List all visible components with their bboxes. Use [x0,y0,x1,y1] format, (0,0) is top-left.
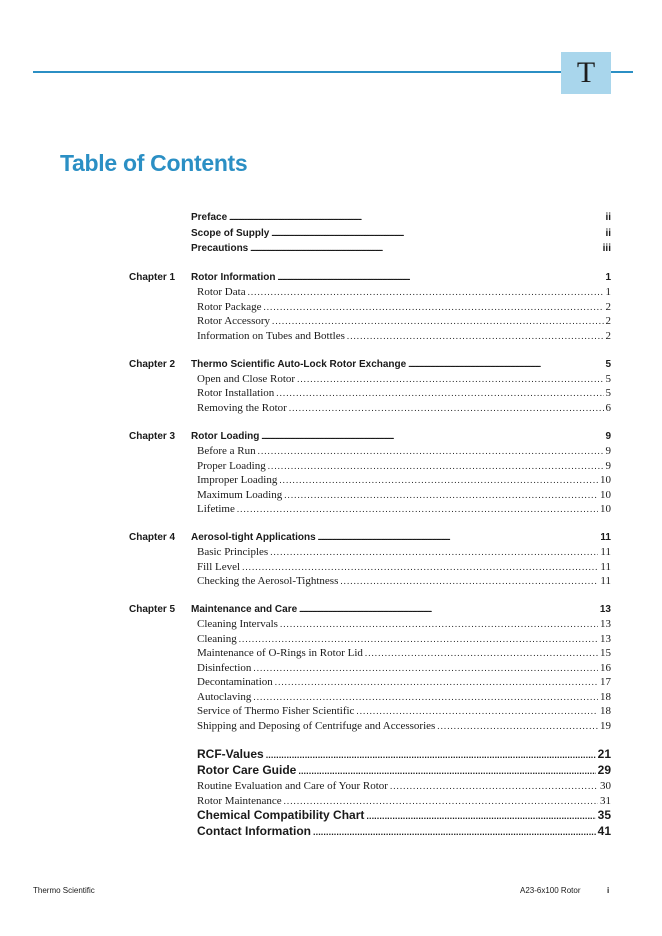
toc-entry-page: 10 [600,503,611,515]
toc-dot-leader [253,690,598,704]
toc-entry-page: 18 [600,705,611,717]
toc-entry-link[interactable] [197,300,611,314]
toc-row [0,617,662,632]
toc-entry-title: Proper Loading [197,460,266,472]
toc-entry-page: 11 [600,532,611,543]
toc-row [0,430,662,445]
toc-dot-leader [248,285,604,299]
toc-entry-title: Thermo Scientific Auto-Lock Rotor Exchange [191,359,407,370]
toc-row [0,632,662,647]
toc-row [0,401,662,416]
toc-chapter-label: Chapter 4 [129,532,176,543]
toc-dot-leader [347,329,604,343]
toc-chapter-label: Chapter 3 [129,431,176,442]
toc-row [0,372,662,387]
toc-entry-page: 5 [605,373,611,385]
footer-page-number: i [607,886,610,895]
toc-entry-page: 10 [600,474,611,486]
toc-dot-leader [299,604,598,618]
toc-entry-title: Maintenance and Care [191,604,298,615]
toc-row [0,285,662,300]
toc-dot-leader [266,748,596,762]
toc-row [0,459,662,474]
toc-entry-title: Rotor Data [197,286,246,298]
toc-row [0,808,662,823]
toc-entry-link[interactable] [191,271,611,286]
toc-entry-title: Shipping and Deposing of Centrifuge and Accessories [197,720,436,732]
toc-dot-leader [297,372,603,386]
toc-entry-title: Basic Principles [197,546,269,558]
toc-entry-title: Disinfection [197,662,252,674]
toc-row [0,690,662,705]
toc-entry-title: Precautions [191,243,249,254]
toc-row [0,719,662,734]
toc-entry-page: 35 [597,808,611,822]
toc-entry-title: Chemical Compatibility Chart [197,808,365,822]
toc-row [0,271,662,286]
toc-entry-link[interactable] [197,675,611,689]
toc-entry-page: 11 [600,561,611,573]
toc-entry-link[interactable] [197,704,611,718]
toc-entry-link[interactable] [197,444,611,458]
toc-entry-link[interactable] [191,211,611,226]
toc-row [0,560,662,575]
toc-row [0,675,662,690]
toc-entry-link[interactable] [197,794,611,808]
toc-chapter-label: Chapter 1 [129,272,176,283]
toc-row [0,444,662,459]
toc-entry-title: Preface [191,212,228,223]
toc-entry-link[interactable] [191,531,611,546]
toc-dot-leader [437,719,598,733]
toc-entry-page: ii [605,228,611,239]
toc-row [0,779,662,794]
toc-entry-page: 29 [597,763,611,777]
toc-entry-link[interactable] [197,285,611,299]
toc-entry-title: Rotor Loading [191,431,260,442]
toc-entry-link[interactable] [197,763,611,778]
toc-row [0,386,662,401]
toc-entry-link[interactable] [197,459,611,473]
toc-entry-page: 13 [600,618,611,630]
toc-entry-title: Open and Close Rotor [197,373,296,385]
toc-dot-leader [356,704,598,718]
toc-entry-link[interactable] [197,690,611,704]
toc-entry-title: Rotor Accessory [197,315,271,327]
toc-entry-title: Aerosol-tight Applications [191,532,316,543]
toc-entry-title: Improper Loading [197,474,278,486]
toc-entry-title: Decontamination [197,676,273,688]
toc-row [0,329,662,344]
toc-entry-link[interactable] [197,401,611,415]
toc-chapter-label: Chapter 2 [129,359,176,370]
toc-entry-page: 18 [600,691,611,703]
toc-row [0,574,662,589]
toc-entry-link[interactable] [197,502,611,516]
toc-entry-title: Fill Level [197,561,241,573]
toc-dot-leader [270,545,598,559]
toc-dot-leader [313,825,596,839]
toc-entry-title: Service of Thermo Fisher Scientific [197,705,355,717]
toc-row [0,242,662,257]
toc-entry-title: Rotor Information [191,272,276,283]
toc-row [0,502,662,517]
page-title: Table of Contents [60,150,248,176]
toc-entry-page: iii [602,243,611,254]
toc-entry-link[interactable] [197,574,611,588]
toc-dot-leader [253,661,598,675]
toc-entry-title: RCF-Values [197,747,264,761]
toc-entry-link[interactable] [191,603,611,618]
toc-entry-title: Maximum Loading [197,489,283,501]
toc-entry-link[interactable] [197,488,611,502]
toc-entry-title: Lifetime [197,503,235,515]
toc-dot-leader [277,272,603,286]
toc-dot-leader [276,386,603,400]
toc-entry-title: Cleaning [197,633,237,645]
toc-entry-title: Scope of Supply [191,228,270,239]
toc-entry-link[interactable] [191,358,611,373]
toc-entry-link[interactable] [197,473,611,487]
toc-entry-page: 10 [600,489,611,501]
toc-entry-page: 6 [605,402,611,414]
toc-entry-page: 5 [605,387,611,399]
toc-entry-link[interactable] [197,719,611,733]
toc-dot-leader [298,764,595,778]
toc-dot-leader [390,779,598,793]
toc-dot-leader [237,502,598,516]
toc-entry-page: 9 [605,460,611,472]
toc-entry-title: Before a Run [197,445,256,457]
section-tab-letter: T [576,56,596,89]
toc-entry-page: 9 [605,445,611,457]
toc-dot-leader [271,228,603,242]
toc-entry-page: 15 [600,647,611,659]
toc-entry-page: ii [605,212,611,223]
header-rule [33,71,633,73]
toc-entry-page: 2 [605,315,611,327]
footer-brand: Thermo Scientific [33,886,95,895]
toc-entry-title: Checking the Aerosol-Tightness [197,575,339,587]
toc-row [0,747,662,762]
toc-row [0,531,662,546]
toc-row [0,545,662,560]
toc-entry-page: 31 [600,795,611,807]
toc-entry-link[interactable] [197,560,611,574]
toc-dot-leader [284,488,598,502]
toc-dot-leader [275,675,598,689]
toc-dot-leader [318,532,599,546]
toc-entry-page: 19 [600,720,611,732]
toc-entry-page: 30 [600,780,611,792]
toc-dot-leader [340,574,598,588]
toc-entry-title: Rotor Package [197,301,262,313]
section-tab [561,52,611,94]
toc-entry-link[interactable] [197,808,611,823]
toc-entry-title: Routine Evaluation and Care of Your Rotor [197,780,388,792]
toc-entry-page: 17 [600,676,611,688]
toc-entry-title: Maintenance of O-Rings in Rotor Lid [197,647,363,659]
toc-dot-leader [272,314,603,328]
toc-entry-page: 9 [605,431,611,442]
toc-entry-link[interactable] [197,632,611,646]
toc-row [0,300,662,315]
toc-entry-link[interactable] [191,430,611,445]
toc-entry-page: 13 [599,604,611,615]
toc-dot-leader [242,560,598,574]
toc-entry-link[interactable] [197,661,611,675]
toc-entry-title: Autoclaving [197,691,252,703]
toc-entry-page: 11 [600,575,611,587]
toc-chapter-label: Chapter 5 [129,604,176,615]
toc-entry-page: 2 [605,301,611,313]
toc-dot-leader [289,401,604,415]
toc-entry-link[interactable] [197,646,611,660]
toc-entry-page: 11 [600,546,611,558]
toc-entry-link[interactable] [197,329,611,343]
toc-dot-leader [408,359,603,373]
toc-entry-link[interactable] [197,372,611,386]
toc-row [0,704,662,719]
toc-row [0,763,662,778]
toc-row [0,473,662,488]
toc-entry-page: 41 [597,824,611,838]
toc-row [0,488,662,503]
toc-entry-page: 5 [605,359,611,370]
toc-entry-link[interactable] [197,617,611,631]
toc-entry-page: 16 [600,662,611,674]
toc-dot-leader [258,444,604,458]
toc-entry-title: Contact Information [197,824,311,838]
toc-entry-link[interactable] [197,779,611,793]
toc-row [0,661,662,676]
toc-entry-title: Information on Tubes and Bottles [197,330,345,342]
toc-dot-leader [229,212,603,226]
toc-dot-leader [239,632,598,646]
toc-entry-page: 1 [605,272,611,283]
toc-row [0,824,662,839]
toc-dot-leader [280,617,598,631]
toc-entry-page: 13 [600,633,611,645]
toc-entry-link[interactable] [197,545,611,559]
toc-dot-leader [263,300,603,314]
toc-dot-leader [250,243,600,257]
toc-entry-link[interactable] [197,314,611,328]
toc-entry-link[interactable] [191,227,611,242]
toc-entry-title: Rotor Maintenance [197,795,282,807]
toc-entry-page: 2 [605,330,611,342]
toc-row [0,358,662,373]
toc-row [0,227,662,242]
toc-entry-link[interactable] [197,747,611,762]
toc-row [0,211,662,226]
toc-dot-leader [279,473,598,487]
toc-entry-title: Rotor Installation [197,387,275,399]
toc-row [0,794,662,809]
toc-entry-page: 21 [597,747,611,761]
toc-row [0,314,662,329]
toc-row [0,603,662,618]
toc-entry-title: Removing the Rotor [197,402,287,414]
toc-dot-leader [284,794,598,808]
toc-row [0,646,662,661]
toc-entry-link[interactable] [191,242,611,257]
toc-entry-title: Rotor Care Guide [197,763,297,777]
toc-entry-link[interactable] [197,386,611,400]
footer-document-name: A23-6x100 Rotor [520,886,581,895]
toc-dot-leader [365,646,598,660]
toc-dot-leader [268,459,604,473]
toc-entry-page: 1 [605,286,611,298]
toc-dot-leader [366,809,595,823]
toc-dot-leader [261,431,603,445]
toc-entry-link[interactable] [197,824,611,839]
toc-entry-title: Cleaning Intervals [197,618,278,630]
